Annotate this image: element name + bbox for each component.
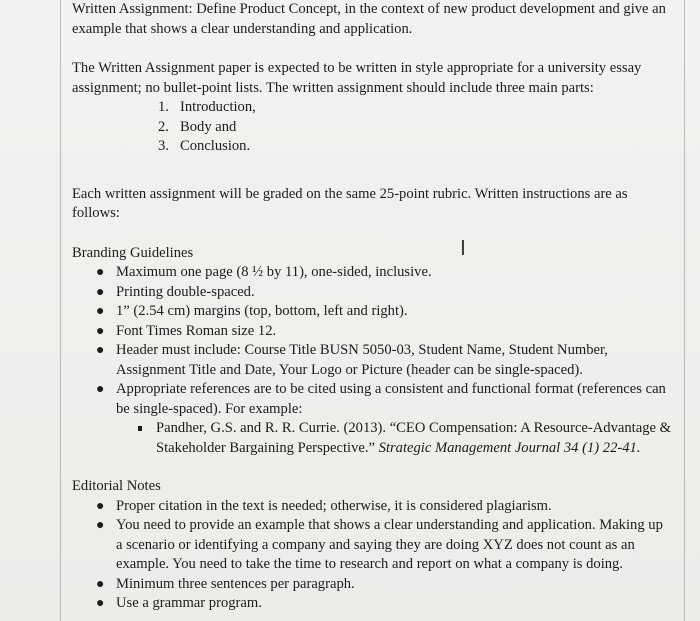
editorial-list <box>72 497 672 614</box>
bullet-icon: ● <box>96 284 105 300</box>
branding-item: ● Maximum one page (8 ½ by 11), one-sided, inclusive. <box>72 263 672 283</box>
editorial-item: ● Proper citation in the text is needed; otherwise, it is considered plagiarism. <box>72 497 672 517</box>
bullet-icon: ● <box>96 304 105 319</box>
assignment-requirements: The Written Assignment paper is expected to be written in style appropriate for a university essay assignment; no bullet-point lists. The written assignment should include three main parts: <box>72 60 642 96</box>
bullet-icon: ● <box>96 323 105 339</box>
reference-example: Pandher, G.S. and R. R. Currie. (2013). “CEO Compensation: A Resource-Advantage & Stakeholder Bargaining Perspective.” Strategic Management Journal 34 (1) 22-41. <box>116 419 672 458</box>
editorial-item: ● You need to provide an example that shows a clear understanding and application. Making up a scenario or identifying a company and saying they are doing XYZ does not count as an example. You need to take the time to research and report on what a company is doing. <box>96 517 663 572</box>
assignment-intro: Written Assignment: Define Product Concept, in the context of new product development and give an example that shows a clear understanding and application. <box>72 1 666 37</box>
parts-list-item: 1. Introduction, <box>158 99 256 115</box>
grading-note: Each written assignment will be graded on the same 25-point rubric. Written instructions are as follows: <box>72 185 628 221</box>
parts-list-item: 2. Body and <box>158 118 237 135</box>
page-frame-right <box>684 0 685 621</box>
branding-heading: Branding Guidelines <box>72 244 194 261</box>
page-frame-left <box>60 0 61 621</box>
branding-item: ● Font Times Roman size 12. <box>72 322 672 342</box>
editorial-item: ● Use a grammar program. <box>72 594 672 614</box>
branding-list <box>72 263 672 458</box>
text-cursor-icon: I <box>460 236 466 260</box>
parts-list <box>72 98 672 157</box>
bullet-icon: ● <box>96 498 105 514</box>
branding-item: ● 1” (2.54 cm) margins (top, bottom, left and right). <box>72 302 672 322</box>
bullet-icon: ● <box>96 518 105 533</box>
editorial-heading: Editorial Notes <box>72 478 161 494</box>
branding-item: ● Header must include: Course Title BUSN 5050-03, Student Name, Student Number, Assignment Title and Date, Your Logo or Picture (header can be single-spaced). <box>96 342 608 378</box>
document-page <box>72 0 672 614</box>
parts-list-item: 3. Conclusion. <box>158 138 251 154</box>
bullet-icon: ● <box>96 576 105 592</box>
bullet-icon: ● <box>96 265 105 280</box>
bullet-icon: ● <box>96 596 105 611</box>
editorial-item: ● Minimum three sentences per paragraph. <box>72 575 672 595</box>
branding-item: ● Printing double-spaced. <box>72 283 672 303</box>
bullet-icon: ● <box>96 343 105 358</box>
square-bullet-icon <box>138 426 142 431</box>
branding-item: ● Appropriate references are to be cited using a consistent and functional format (references can be single-spaced). For example: Pandher, G.S. and R. R. Currie. (2013). “CEO Compensation: A Resource-Advantage & Stakeholder Bargaining Perspective.” Strategic Management Journal 34 (1) 22-41. <box>72 380 672 458</box>
journal-citation: Strategic Management Journal 34 (1) 22-41. <box>378 439 641 456</box>
reference-example-list <box>116 419 672 458</box>
bullet-icon: ● <box>96 382 105 397</box>
